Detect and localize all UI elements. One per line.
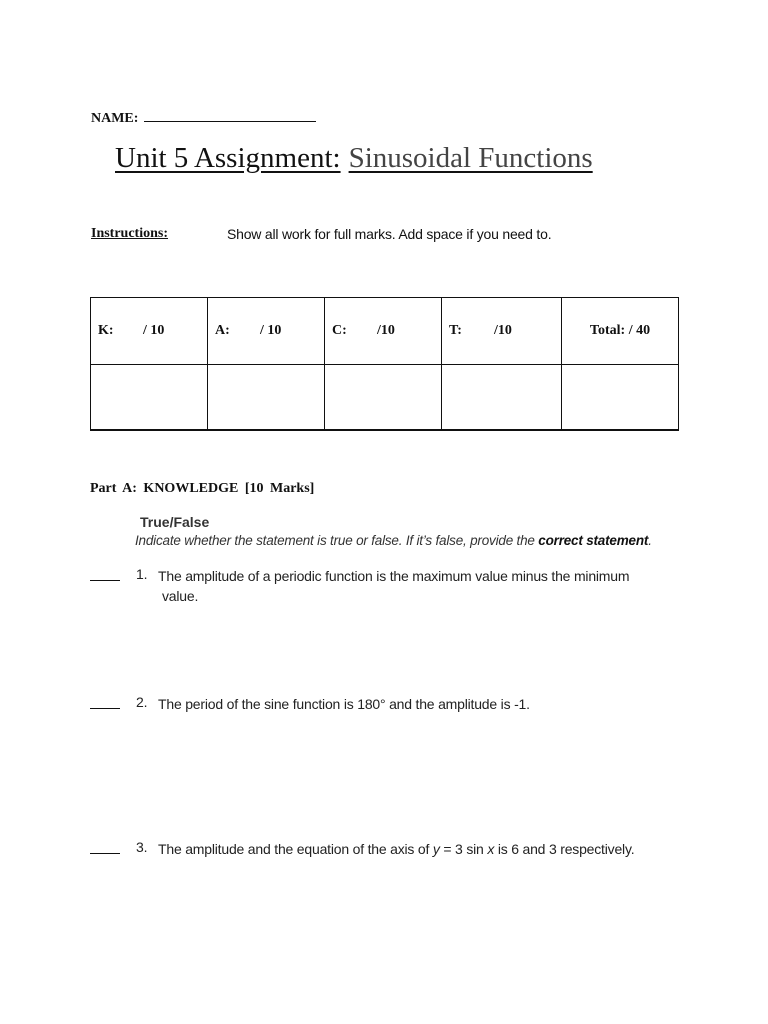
marks-cell-a — [208, 298, 325, 365]
category-label: A: — [215, 323, 230, 338]
question-text — [158, 839, 648, 859]
question-text — [158, 566, 648, 606]
answer-blank[interactable] — [90, 839, 120, 854]
title-subject: Sinusoidal Functions — [348, 142, 593, 174]
marks-header-row — [91, 298, 679, 365]
question-text-part: is 6 and 3 respectively. — [494, 841, 635, 857]
question-text: The period of the sine function is 180° and the amplitude is -1. — [158, 696, 530, 712]
question-line-continued: value. — [162, 588, 199, 604]
question-3 — [90, 839, 648, 859]
score-entry-a[interactable] — [208, 365, 325, 431]
instructions-label: Instructions: — [91, 226, 169, 241]
question-number: 3. — [136, 839, 148, 855]
instruction-suffix: . — [648, 533, 652, 548]
instructions-text: Show all work for full marks. Add space if you need to. — [227, 226, 552, 242]
score-entry-k[interactable] — [91, 365, 208, 431]
answer-blank[interactable] — [90, 694, 120, 709]
true-false-instructions — [135, 533, 652, 548]
name-blank-line[interactable] — [144, 108, 316, 122]
question-number: 2. — [136, 694, 148, 710]
category-label: T: — [449, 323, 462, 338]
marks-cell-k — [91, 298, 208, 365]
category-label: K: — [98, 323, 114, 338]
question-line: The amplitude of a periodic function is the maximum value minus the minimum — [158, 568, 630, 584]
category-score: /10 — [377, 323, 395, 338]
marks-cell-t — [442, 298, 562, 365]
variable-y: y — [432, 841, 440, 857]
instruction-bold: correct statement — [538, 533, 649, 548]
variable-x: x — [487, 841, 495, 857]
marks-cell-c — [325, 298, 442, 365]
category-score: / 10 — [143, 323, 165, 338]
page-title — [115, 142, 593, 175]
score-entry-c[interactable] — [325, 365, 442, 431]
marks-cell-total — [562, 298, 679, 365]
name-label: NAME: — [91, 111, 139, 126]
marks-entry-row — [91, 365, 679, 431]
question-1 — [90, 566, 648, 606]
answer-blank[interactable] — [90, 566, 120, 581]
total-label: Total: / 40 — [589, 323, 651, 338]
category-label: C: — [332, 323, 347, 338]
name-field — [91, 108, 316, 127]
instruction-prefix: Indicate whether the statement is true or false. If it’s false, provide the — [135, 533, 539, 548]
title-main: Unit 5 Assignment: — [115, 142, 341, 174]
question-text-part: The amplitude and the equation of the axis of — [158, 841, 433, 857]
part-a-heading: Part A: KNOWLEDGE [10 Marks] — [90, 481, 315, 496]
true-false-heading: True/False — [140, 514, 210, 530]
category-score: /10 — [494, 323, 512, 338]
category-score: / 10 — [260, 323, 282, 338]
question-2 — [90, 694, 648, 714]
question-text-part: = 3 sin — [439, 841, 488, 857]
score-entry-t[interactable] — [442, 365, 562, 431]
question-number: 1. — [136, 566, 148, 582]
marks-table — [90, 297, 679, 431]
score-entry-total[interactable] — [562, 365, 679, 431]
